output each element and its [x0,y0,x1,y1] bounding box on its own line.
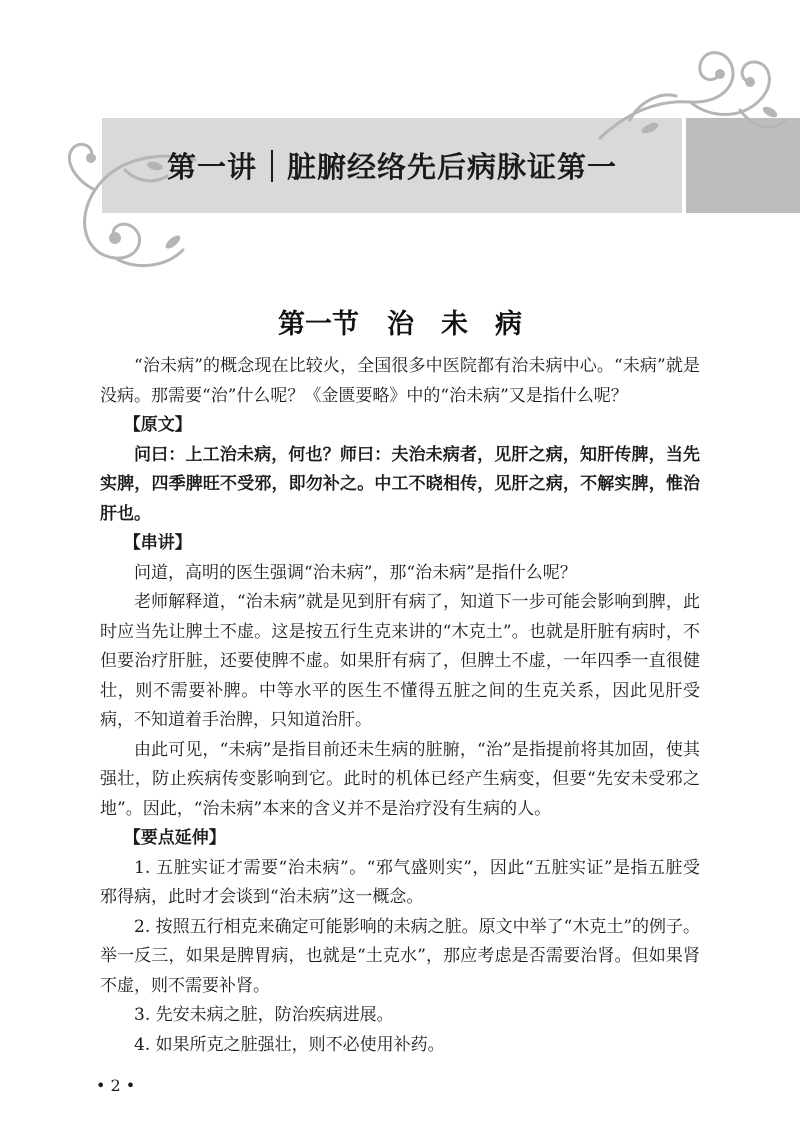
yaodian-item-3: 3. 先安未病之脏，防治疾病进展。 [134,1005,394,1025]
chapter-name: 脏腑经络先后病脉证第一 [287,150,618,184]
yaodian-item-1: 1. 五脏实证才需要“治未病”。“邪气盛则实”，因此“五脏实证”是指五脏受邪得病，此时才会谈到“治未病”这一概念。 [100,857,700,907]
yuanwen-text: 问曰：上工治未病，何也？师曰：夫治未病者，见肝之病，知肝传脾，当先实脾，四季脾旺不受邪，即勿补之。中工不晓相传，见肝之病，不解实脾，惟治肝也。 [100,444,700,524]
body-text [100,352,700,1060]
chapter-title [102,118,682,213]
chuanjiang-paragraph-2: 老师解释道，“治未病”就是见到肝有病了，知道下一步可能会影响到脾，此时应当先让脾土不虚。这是按五行生克来讲的“木克土”。也就是肝脏有病时，不但要治疗肝脏，还要使脾不虚。如果肝有病了，但脾土不虚，一年四季一直很健壮，则不需要补脾。中等水平的医生不懂得五脏之间的生克关系，因此见肝受病，不知道着手治脾，只知道治肝。 [100,592,700,730]
lecture-label: 第一讲 [166,150,257,184]
section-number: 第一节 [278,309,359,340]
intro-paragraph: “治未病”的概念现在比较火，全国很多中医院都有治未病中心。“未病”就是没病。那需要“治”什么呢？《金匮要略》中的“治未病”又是指什么呢？ [100,356,700,406]
yuanwen-heading: 【原文】 [123,415,192,435]
chuanjiang-paragraph-3: 由此可见，“未病”是指目前还未生病的脏腑，“治”是指提前将其加固，使其强壮，防止疾病传变影响到它。此时的机体已经产生病变，但要“先安未受邪之地”。因此，“治未病”本来的含义并不是治疗没有生病的人。 [100,739,700,819]
title-divider [271,150,273,182]
section-name: 治 未 病 [387,309,522,340]
yaodian-item-2: 2. 按照五行相克来确定可能影响的未病之脏。原文中举了“木克土”的例子。举一反三，如果是脾胃病，也就是“土克水”，那应考虑是否需要治肾。但如果肾不虚，则不需要补肾。 [100,916,701,996]
page-number: • 2 • [96,1076,136,1095]
section-title [0,302,800,341]
yaodian-item-4: 4. 如果所克之脏强壮，则不必使用补药。 [134,1034,445,1055]
chuanjiang-paragraph-1: 问道，高明的医生强调“治未病”，那“治未病”是指什么呢？ [134,562,577,583]
chuanjiang-heading: 【串讲】 [123,533,192,553]
yaodian-heading: 【要点延伸】 [123,828,226,848]
